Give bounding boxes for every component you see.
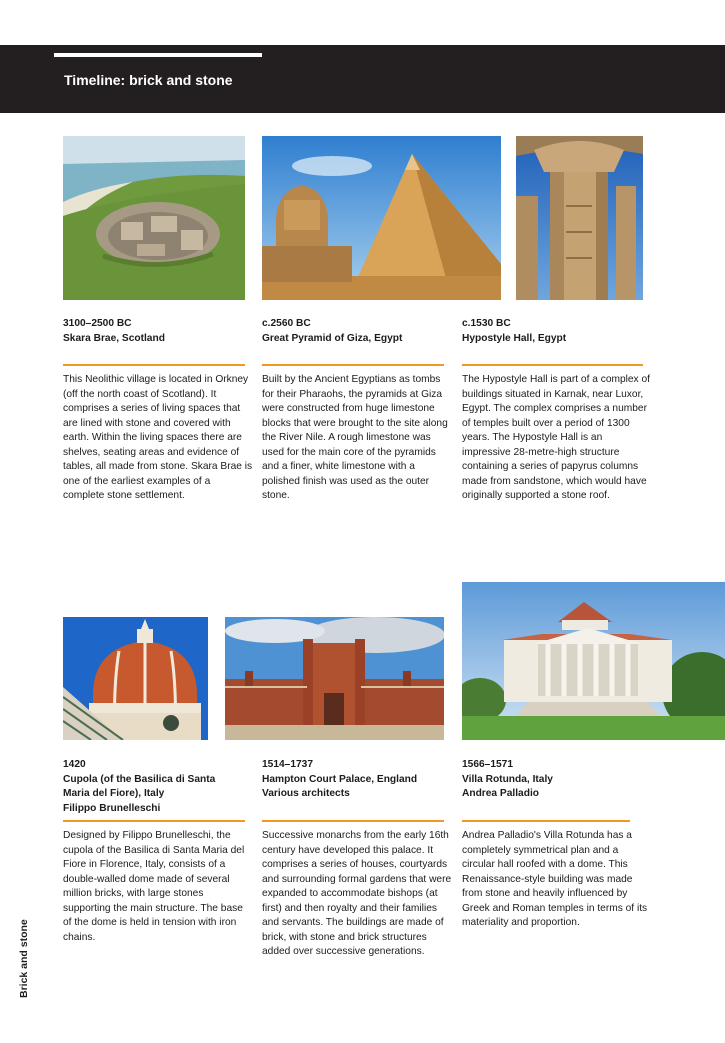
entry-divider xyxy=(63,820,245,822)
entry-date: 3100–2500 BC xyxy=(63,318,132,329)
entry-hampton-caption xyxy=(262,758,447,802)
entry-villa-body: Andrea Palladio's Villa Rotunda has a completely symmetrical plan and a circular hall roofed with a dome. This Renaissance-style building was made from stone and heavily influenced by Greek and Roman temples in terms of its materiality and proportion. xyxy=(462,830,648,928)
entry-divider xyxy=(262,820,444,822)
villa-rotunda-photo xyxy=(462,582,725,740)
entry-title-line: Hampton Court Palace, England xyxy=(262,773,418,785)
entry-divider xyxy=(462,364,643,366)
entry-title-line: Various architects xyxy=(262,788,350,799)
entry-divider xyxy=(262,364,444,366)
entry-date: c.1530 BC xyxy=(462,318,511,329)
pyramid-photo xyxy=(262,136,501,300)
entry-title-line: Great Pyramid of Giza, Egypt xyxy=(262,332,403,344)
entry-divider xyxy=(462,820,630,822)
entry-title-line: Filippo Brunelleschi xyxy=(63,802,161,814)
entry-title-line: Villa Rotunda, Italy xyxy=(462,773,553,785)
entry-pyramid-body: Built by the Ancient Egyptians as tombs for their Pharaohs, the pyramids at Giza were constructed from huge limestone blocks that were brought to the site along the River Nile. A rough limestone was used for the main core of the pyramids and a finer, white limestone with a polished finish was used as the outer stone. xyxy=(262,374,448,501)
entry-divider xyxy=(63,364,245,366)
cupola-photo xyxy=(63,617,208,740)
entry-hampton-body: Successive monarchs from the early 16th century have developed this palace. It comprises a series of houses, courtyards and surrounding formal gardens that were expanded to accommodate bishops (at first) and then royalty and their families and servants. The buildings are made of brick, with stone and brick structures added over successive generations. xyxy=(262,830,452,957)
entry-hypostyle-caption xyxy=(462,317,647,346)
entry-skara-brae-caption xyxy=(63,317,248,346)
entry-title-line: Andrea Palladio xyxy=(462,788,539,799)
entry-title-line: Cupola (of the Basilica di Santa xyxy=(63,773,216,785)
entry-title-line: Hypostyle Hall, Egypt xyxy=(462,332,567,344)
entry-skara-brae-body: This Neolithic village is located in Orkney (off the north coast of Scotland). It comprises a series of living spaces that are lined with stone and covered with earth. Within the living spaces there are shelves, seating areas and evidence of tables, all made from stone. Skara Brae is one of the earliest examples of a complete stone settlement. xyxy=(63,374,253,501)
skara-brae-photo xyxy=(63,136,245,300)
entry-cupola-body: Designed by Filippo Brunelleschi, the cupola of the Basilica di Santa Maria del Fiore in Florence, Italy, consists of a double-walled dome made of several million bricks, with large stones supporting the main structure. The base of the dome is held in tension with iron chains. xyxy=(63,830,245,943)
hypostyle-hall-photo xyxy=(516,136,643,300)
entry-date: 1566–1571 xyxy=(462,759,513,770)
entry-hypostyle-body: The Hypostyle Hall is part of a complex of buildings situated in Karnak, near Luxor, Egypt. The complex comprises a number of temples built over a period of 1300 years. The Hypostyle Hall is an impressive 28-metre-high structure containing a series of papyrus columns made from sandstone, which would have originally supported a stone roof. xyxy=(462,374,650,501)
entry-date: 1514–1737 xyxy=(262,759,313,770)
entry-villa-caption xyxy=(462,758,647,802)
hampton-court-photo xyxy=(225,617,444,740)
section-side-label: Brick and stone xyxy=(18,919,30,998)
entry-date: c.2560 BC xyxy=(262,318,311,329)
entry-cupola-caption xyxy=(63,758,248,816)
entry-pyramid-caption xyxy=(262,317,447,346)
entry-title-line: Skara Brae, Scotland xyxy=(63,332,165,344)
entry-title-line: Maria del Fiore), Italy xyxy=(63,788,165,799)
entry-date: 1420 xyxy=(63,759,86,770)
page-title: Timeline: brick and stone xyxy=(64,72,233,88)
